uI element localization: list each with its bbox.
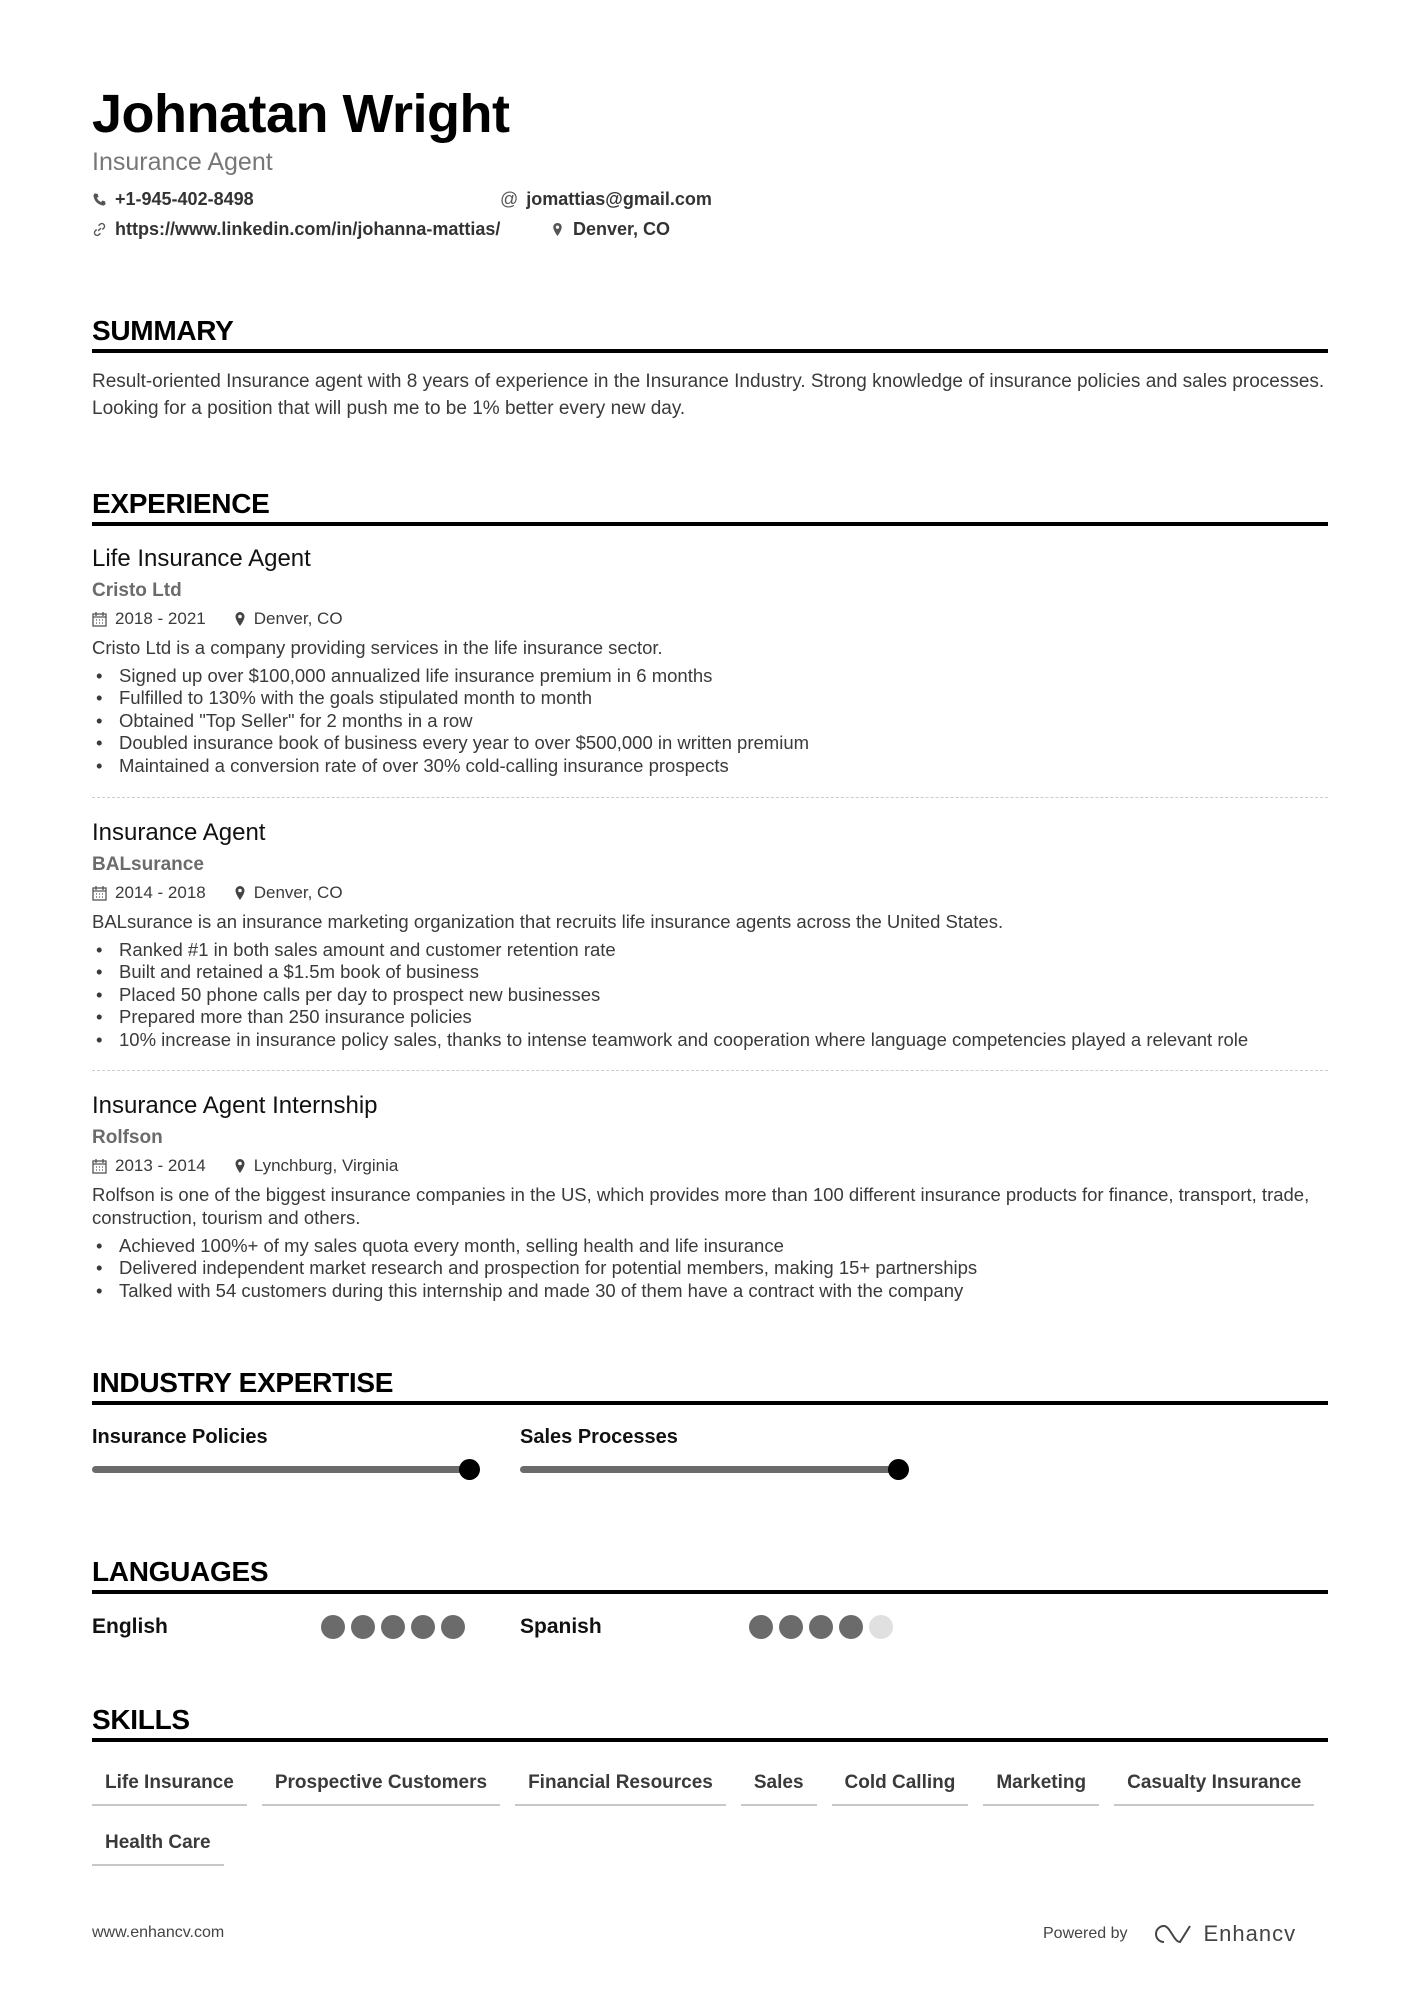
achievement-list <box>92 665 1328 778</box>
expertise-level-bar <box>520 1466 899 1473</box>
company-name: BALsurance <box>92 854 204 875</box>
candidate-name: Johnatan Wright <box>92 84 510 144</box>
email-address[interactable]: jomattias@gmail.com <box>526 189 712 209</box>
skill-tag: Life Insurance <box>92 1764 247 1806</box>
calendar-icon <box>92 885 107 901</box>
section-heading: SUMMARY <box>92 315 234 346</box>
achievement-item: • Talked with 54 customers during this internship and made 30 of them have a contract with the company <box>92 1280 1328 1303</box>
achievement-item: • Ranked #1 in both sales amount and customer retention rate <box>92 939 1328 962</box>
section-rule <box>92 1401 1328 1405</box>
job-dates: 2014 - 2018 <box>115 883 206 902</box>
linkedin-url[interactable]: https://www.linkedin.com/in/johanna-mattias/ <box>115 219 501 239</box>
job-dates: 2013 - 2014 <box>115 1156 206 1175</box>
level-dot-filled <box>381 1615 405 1639</box>
level-dot-filled <box>321 1615 345 1639</box>
summary-section <box>92 314 1328 353</box>
level-dot-filled <box>351 1615 375 1639</box>
level-dot-filled <box>809 1615 833 1639</box>
job-title: Life Insurance Agent <box>92 545 311 572</box>
achievement-item: • 10% increase in insurance policy sales, thanks to intense teamwork and cooperation where language competencies played a relevant role <box>92 1029 1328 1052</box>
job-location: Lynchburg, Virginia <box>253 1156 399 1175</box>
footer-powered-by <box>1043 1922 1296 1946</box>
summary-text: Result-oriented Insurance agent with 8 years of experience in the Insurance Industry. Strong knowledge of insurance policies and sales processes. Looking for a position that will push me to be 1% better every new day. <box>92 371 1325 419</box>
section-rule <box>92 349 1328 353</box>
skills-tag-list <box>92 1764 1328 1866</box>
job-location: Denver, CO <box>253 609 343 628</box>
skill-tag: Cold Calling <box>832 1764 969 1806</box>
location-pin-icon <box>234 611 246 627</box>
job-title: Insurance Agent <box>92 819 266 846</box>
at-icon: @ <box>500 189 519 209</box>
skill-tag: Sales <box>741 1764 817 1806</box>
skill-tag: Financial Resources <box>515 1764 726 1806</box>
company-description: Cristo Ltd is a company providing services in the life insurance sector. <box>92 636 663 658</box>
company-description: Rolfson is one of the biggest insurance companies in the US, which provides more than 100 different insurance products for finance, transport, trade, construction, tourism and others. <box>92 1183 1310 1228</box>
language-level-dots <box>749 1615 893 1639</box>
achievement-item: • Prepared more than 250 insurance policies <box>92 1006 1328 1029</box>
footer-website[interactable]: www.enhancv.com <box>92 1924 225 1941</box>
powered-by-label: Powered by <box>1043 1925 1128 1942</box>
achievement-item: • Placed 50 phone calls per day to prospect new businesses <box>92 984 1328 1007</box>
skill-tag: Health Care <box>92 1824 224 1866</box>
location-pin-icon <box>550 222 565 237</box>
expertise-item <box>92 1424 470 1473</box>
job-entry <box>92 817 1328 1051</box>
achievement-list <box>92 1235 1328 1303</box>
location-contact <box>550 217 670 241</box>
job-divider <box>92 1070 1328 1071</box>
phone-contact <box>92 187 254 211</box>
skill-tag: Prospective Customers <box>262 1764 500 1806</box>
section-rule <box>92 1590 1328 1594</box>
job-title: Insurance Agent Internship <box>92 1092 378 1119</box>
company-name: Cristo Ltd <box>92 580 182 601</box>
section-heading: EXPERIENCE <box>92 488 270 519</box>
achievement-item: • Obtained "Top Seller" for 2 months in a row <box>92 710 1328 733</box>
achievement-item: • Achieved 100%+ of my sales quota every month, selling health and life insurance <box>92 1235 1328 1258</box>
expertise-label: Sales Processes <box>520 1426 678 1448</box>
job-entry <box>92 1090 1328 1302</box>
achievement-item: • Fulfilled to 130% with the goals stipulated month to month <box>92 687 1328 710</box>
section-heading: SKILLS <box>92 1704 190 1735</box>
achievement-item: • Built and retained a $1.5m book of business <box>92 961 1328 984</box>
experience-section <box>92 487 1328 526</box>
job-meta <box>92 879 1328 907</box>
enhancv-brand: Enhancv <box>1203 1921 1297 1946</box>
calendar-icon <box>92 1158 107 1174</box>
expertise-item <box>520 1424 899 1473</box>
job-divider <box>92 797 1328 798</box>
language-level-dots <box>321 1615 465 1639</box>
enhancv-logo[interactable] <box>1150 1922 1297 1946</box>
email-contact <box>500 187 712 211</box>
calendar-icon <box>92 611 107 627</box>
candidate-title: Insurance Agent <box>92 148 273 176</box>
expertise-label: Insurance Policies <box>92 1426 268 1448</box>
job-meta <box>92 605 1328 633</box>
location-text: Denver, CO <box>573 219 671 239</box>
level-dot-filled <box>779 1615 803 1639</box>
job-dates: 2018 - 2021 <box>115 609 206 628</box>
expertise-level-knob <box>459 1459 480 1480</box>
expertise-level-bar <box>92 1466 470 1473</box>
level-dot-filled <box>749 1615 773 1639</box>
location-pin-icon <box>234 1158 246 1174</box>
section-rule <box>92 1738 1328 1742</box>
section-rule <box>92 522 1328 526</box>
expertise-level-knob <box>888 1459 909 1480</box>
skill-tag: Marketing <box>983 1764 1099 1806</box>
skills-section <box>92 1703 1328 1742</box>
level-dot-filled <box>441 1615 465 1639</box>
link-icon <box>92 222 107 237</box>
achievement-item: • Signed up over $100,000 annualized life insurance premium in 6 months <box>92 665 1328 688</box>
section-heading: INDUSTRY EXPERTISE <box>92 1367 394 1398</box>
achievement-item: • Delivered independent market research and prospection for potential members, making 15+ partnerships <box>92 1257 1328 1280</box>
company-name: Rolfson <box>92 1127 163 1148</box>
job-meta <box>92 1152 1328 1180</box>
enhancv-logo-icon <box>1150 1922 1196 1946</box>
section-heading: LANGUAGES <box>92 1556 269 1587</box>
language-name: Spanish <box>520 1615 602 1638</box>
level-dot-empty <box>869 1615 893 1639</box>
achievement-item: • Maintained a conversion rate of over 30% cold-calling insurance prospects <box>92 755 1328 778</box>
linkedin-contact <box>92 217 500 241</box>
languages-section <box>92 1555 1328 1594</box>
level-dot-filled <box>411 1615 435 1639</box>
phone-icon <box>92 192 107 207</box>
achievement-item: • Doubled insurance book of business every year to over $500,000 in written premium <box>92 732 1328 755</box>
location-pin-icon <box>234 885 246 901</box>
job-location: Denver, CO <box>253 883 343 902</box>
company-description: BALsurance is an insurance marketing organization that recruits life insurance agents across the United States. <box>92 910 1004 932</box>
industry-expertise-section <box>92 1366 1328 1405</box>
language-name: English <box>92 1615 168 1638</box>
job-entry <box>92 543 1328 777</box>
achievement-list <box>92 939 1328 1052</box>
skill-tag: Casualty Insurance <box>1114 1764 1314 1806</box>
level-dot-filled <box>839 1615 863 1639</box>
phone-number[interactable]: +1-945-402-8498 <box>115 189 254 209</box>
